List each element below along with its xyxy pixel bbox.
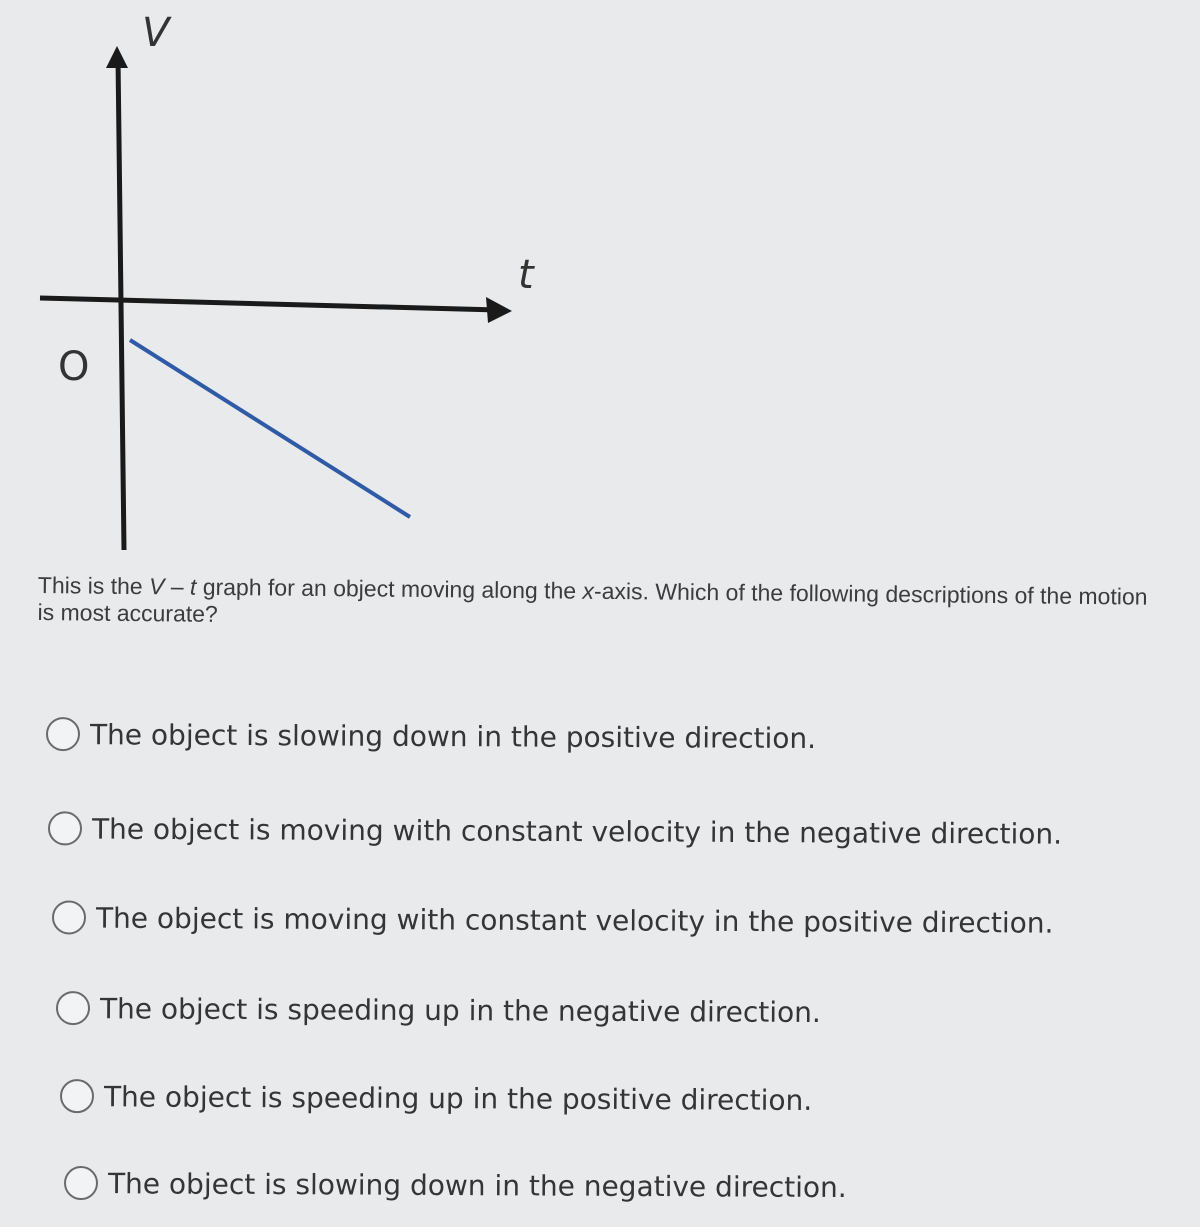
y-axis xyxy=(118,58,124,550)
question-part: graph for an object moving along the xyxy=(196,573,583,604)
x-symbol: x xyxy=(582,577,595,604)
question-part: This is the xyxy=(37,572,150,600)
answer-option-1[interactable] xyxy=(46,717,816,755)
x-axis-arrowhead xyxy=(486,297,512,323)
answer-option-label: The object is slowing down in the negative direction. xyxy=(107,1166,847,1204)
x-axis-label: t xyxy=(518,252,534,298)
question-part: – xyxy=(164,573,191,600)
answer-option-label: The object is moving with constant velocity in the positive direction. xyxy=(95,901,1054,940)
x-axis xyxy=(40,298,498,310)
question-text xyxy=(37,572,1158,638)
answer-option-3[interactable] xyxy=(52,900,1054,939)
radio-button-icon[interactable] xyxy=(60,1079,94,1113)
velocity-time-graph xyxy=(0,0,560,560)
y-axis-arrowhead xyxy=(106,46,128,68)
answer-option-5[interactable] xyxy=(60,1079,812,1117)
y-axis-label: V xyxy=(142,10,170,56)
answer-option-label: The object is speeding up in the positive direction. xyxy=(103,1079,813,1117)
answer-option-label: The object is moving with constant velocity in the negative direction. xyxy=(91,812,1063,851)
answer-option-label: The object is slowing down in the positive direction. xyxy=(89,717,817,755)
radio-button-icon[interactable] xyxy=(52,900,86,934)
answer-option-6[interactable] xyxy=(64,1166,847,1204)
t-symbol: t xyxy=(189,573,197,600)
question-part: -axis. Which of the following descriptions of the motion is most accurate? xyxy=(37,577,1148,627)
answer-option-2[interactable] xyxy=(48,811,1062,850)
origin-label: O xyxy=(58,344,90,390)
answer-option-4[interactable] xyxy=(56,991,821,1029)
radio-button-icon[interactable] xyxy=(64,1166,98,1200)
radio-button-icon[interactable] xyxy=(46,717,80,751)
radio-button-icon[interactable] xyxy=(56,991,90,1025)
v-symbol: V xyxy=(148,573,165,600)
answer-option-label: The object is speeding up in the negative direction. xyxy=(99,991,821,1029)
radio-button-icon[interactable] xyxy=(48,811,82,845)
velocity-line xyxy=(130,340,410,517)
